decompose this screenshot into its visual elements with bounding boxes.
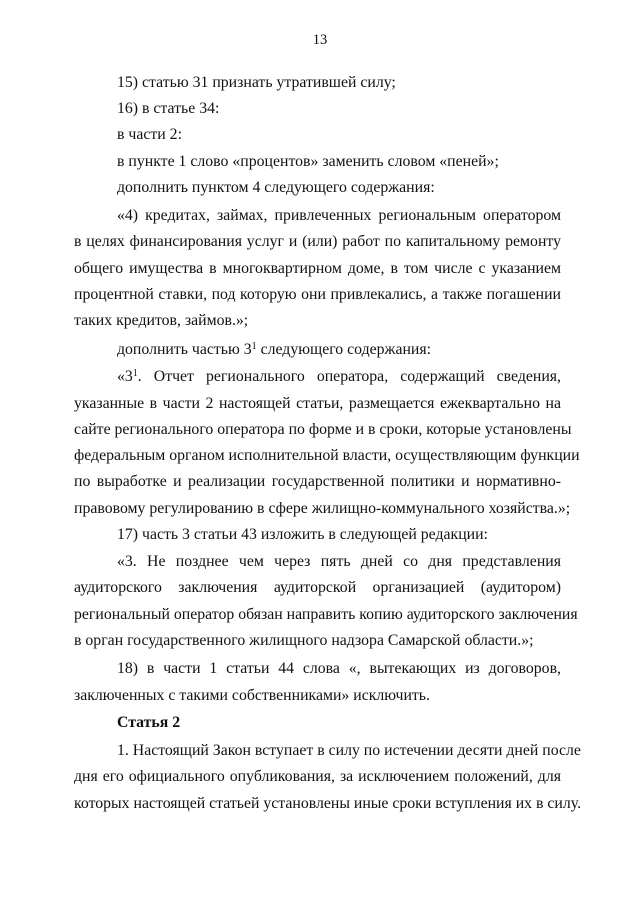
item-17: 17) часть 3 статьи 43 изложить в следующей редакции: bbox=[117, 526, 488, 543]
text-span: «3 bbox=[117, 368, 133, 385]
item-15: 15) статью 31 признать утратившей силу; bbox=[117, 74, 396, 91]
quote-3-line: «3. Не позднее чем через пять дней со дня представления bbox=[117, 553, 561, 570]
quote-3-1-line: по выработке и реализации государственной политики и нормативно- bbox=[74, 473, 561, 490]
item-18-line: 18) в части 1 статьи 44 слова «, вытекающих из договоров, bbox=[117, 660, 561, 677]
text-span: . Отчет регионального оператора, содержащий сведения, bbox=[137, 368, 561, 385]
quote-3-line: в орган государственного жилищного надзора Самарской области.»; bbox=[74, 632, 534, 649]
quote-4-line: процентной ставки, под которую они привлекались, а также погашении bbox=[74, 286, 561, 303]
text-span: следующего содержания: bbox=[256, 341, 432, 358]
page-number: 13 bbox=[312, 32, 328, 48]
quote-3-line: аудиторского заключения аудиторской организацией (аудитором) bbox=[74, 579, 561, 596]
item-18-line: заключенных с такими собственниками» исключить. bbox=[74, 687, 430, 704]
quote-3-line: региональный оператор обязан направить копию аудиторского заключения bbox=[74, 606, 578, 623]
article-2-paragraph-line: которых настоящей статьей установлены иные сроки вступления их в силу. bbox=[74, 795, 582, 812]
quote-4-line: в целях финансирования услуг и (или) работ по капитальному ремонту bbox=[74, 233, 561, 250]
article-2-paragraph-line: дня его официального опубликования, за исключением положений, для bbox=[74, 768, 561, 785]
add-point-4-line: дополнить пунктом 4 следующего содержания: bbox=[117, 179, 435, 196]
article-2-heading: Статья 2 bbox=[117, 714, 181, 731]
quote-4-line: общего имущества в многоквартирном доме, в том числе с указанием bbox=[74, 260, 561, 277]
item-16: 16) в статье 34: bbox=[117, 100, 220, 117]
article-2-paragraph-line: 1. Настоящий Закон вступает в силу по истечении десяти дней после bbox=[117, 742, 581, 759]
quote-3-1-line bbox=[117, 364, 561, 393]
quote-3-1-line: федеральным органом исполнительной власти, осуществляющим функции bbox=[74, 447, 580, 464]
quote-3-1-line: указанные в части 2 настоящей статьи, размещается ежеквартально на bbox=[74, 395, 561, 412]
quote-3-1-line: сайте регионального оператора по форме и в сроки, которые установлены bbox=[74, 421, 572, 438]
text-span: дополнить частью 3 bbox=[117, 341, 252, 358]
add-part-3-1-line bbox=[117, 337, 561, 366]
part-2-line: в части 2: bbox=[117, 126, 182, 143]
quote-3-1-line: правовому регулированию в сфере жилищно-коммунального хозяйства.»; bbox=[74, 500, 571, 517]
point-1-line: в пункте 1 слово «процентов» заменить словом «пеней»; bbox=[117, 153, 499, 170]
quote-4-line: таких кредитов, займов.»; bbox=[74, 312, 249, 329]
superscript: 1 bbox=[251, 341, 257, 352]
quote-4-line: «4) кредитах, займах, привлеченных региональным оператором bbox=[117, 207, 561, 224]
superscript: 1 bbox=[132, 368, 138, 379]
